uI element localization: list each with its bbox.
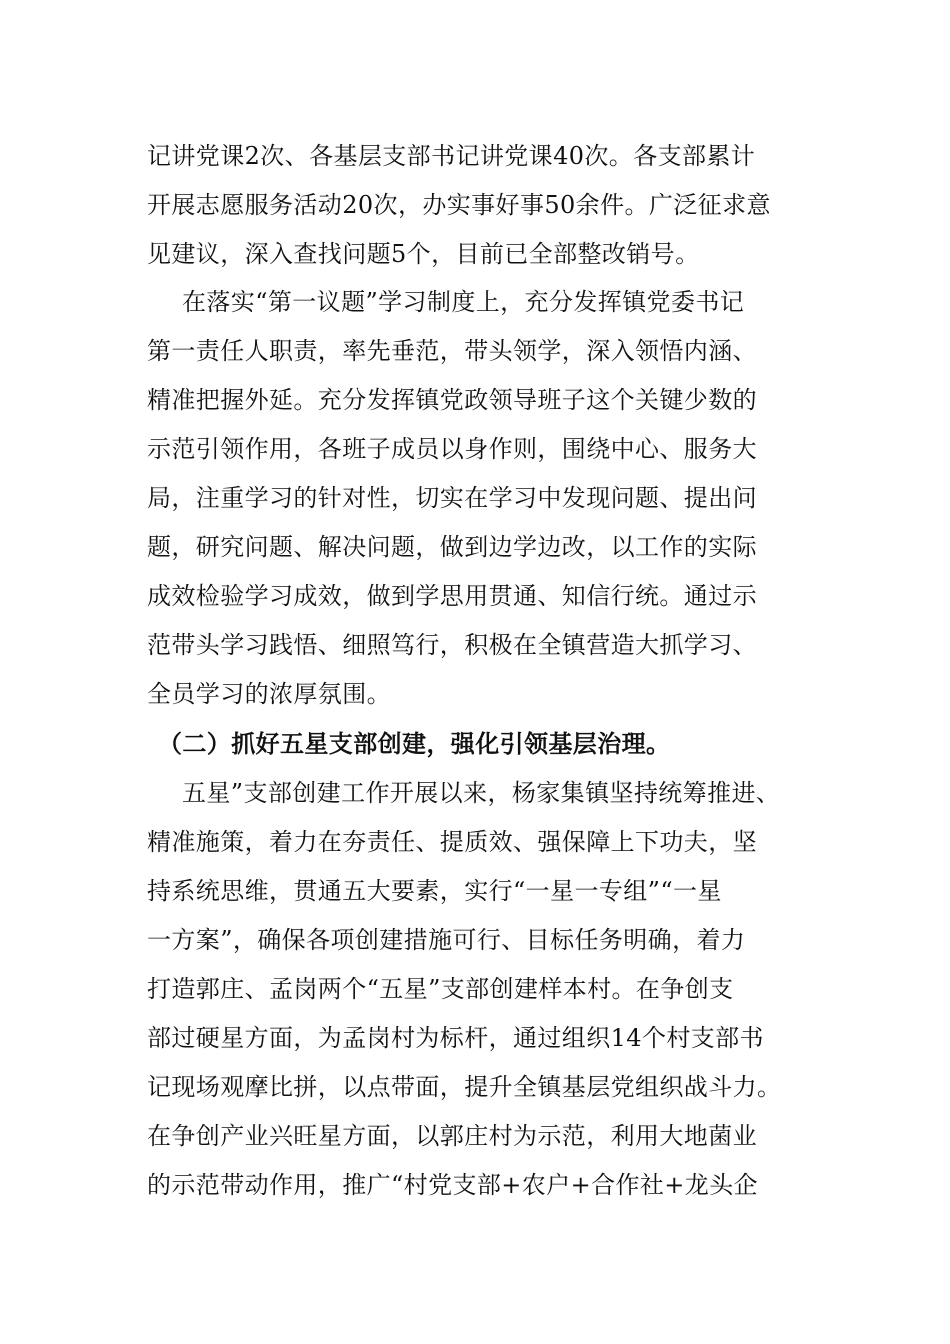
body-text-line: 题，研究问题、解决问题，做到边学边改，以工作的实际 [147, 533, 757, 561]
body-text-line: 精准把握外延。充分发挥镇党政领导班子这个关键少数的 [147, 386, 757, 414]
body-text-line: 一方案”，确保各项创建措施可行、目标任务明确，着力 [147, 926, 746, 954]
body-text-line: 局，注重学习的针对性，切实在学习中发现问题、提出问 [147, 484, 757, 512]
body-text-line: 记讲党课2次、各基层支部书记讲党课40次。各支部累计 [147, 142, 756, 170]
body-text-line: 开展志愿服务活动20次，办实事好事50余件。广泛征求意 [147, 191, 771, 219]
paragraph-first-line: 在落实“第一议题”学习制度上，充分发挥镇党委书记 [182, 288, 745, 316]
body-text-line: 成效检验学习成效，做到学思用贯通、知信行统。通过示 [147, 582, 757, 610]
body-text-line: 的示范带动作用，推广“村党支部+农户+合作社+龙头企 [147, 1171, 758, 1199]
body-text-line: 示范引领作用，各班子成员以身作则，围绕中心、服务大 [147, 435, 757, 463]
section-heading: （二）抓好五星支部创建，强化引领基层治理。 [158, 730, 671, 758]
body-text-line: 部过硬星方面，为孟岗村为标杆，通过组织14个村支部书 [147, 1024, 764, 1052]
body-text-line: 见建议，深入查找问题5个，目前已全部整改销号。 [147, 240, 700, 268]
body-text-line: 第一责任人职责，率先垂范，带头领学，深入领悟内涵、 [147, 337, 757, 365]
body-text-line: 持系统思维，贯通五大要素，实行“一星一专组”“一星 [147, 877, 722, 905]
paragraph-first-line: 五星”支部创建工作开展以来，杨家集镇坚持统筹推进、 [182, 779, 781, 807]
body-text-line: 打造郭庄、孟岗两个“五星”支部创建样本村。在争创支 [147, 975, 734, 1003]
body-text-line: 在争创产业兴旺星方面，以郭庄村为示范，利用大地菌业 [147, 1122, 757, 1150]
body-text-line: 范带头学习践悟、细照笃行，积极在全镇营造大抓学习、 [147, 631, 757, 659]
body-text-line: 精准施策，着力在夯责任、提质效、强保障上下功夫，坚 [147, 828, 757, 856]
body-text-line: 记现场观摩比拼，以点带面，提升全镇基层党组织战斗力。 [147, 1073, 782, 1101]
body-text-line: 全员学习的浓厚氛围。 [147, 680, 391, 708]
